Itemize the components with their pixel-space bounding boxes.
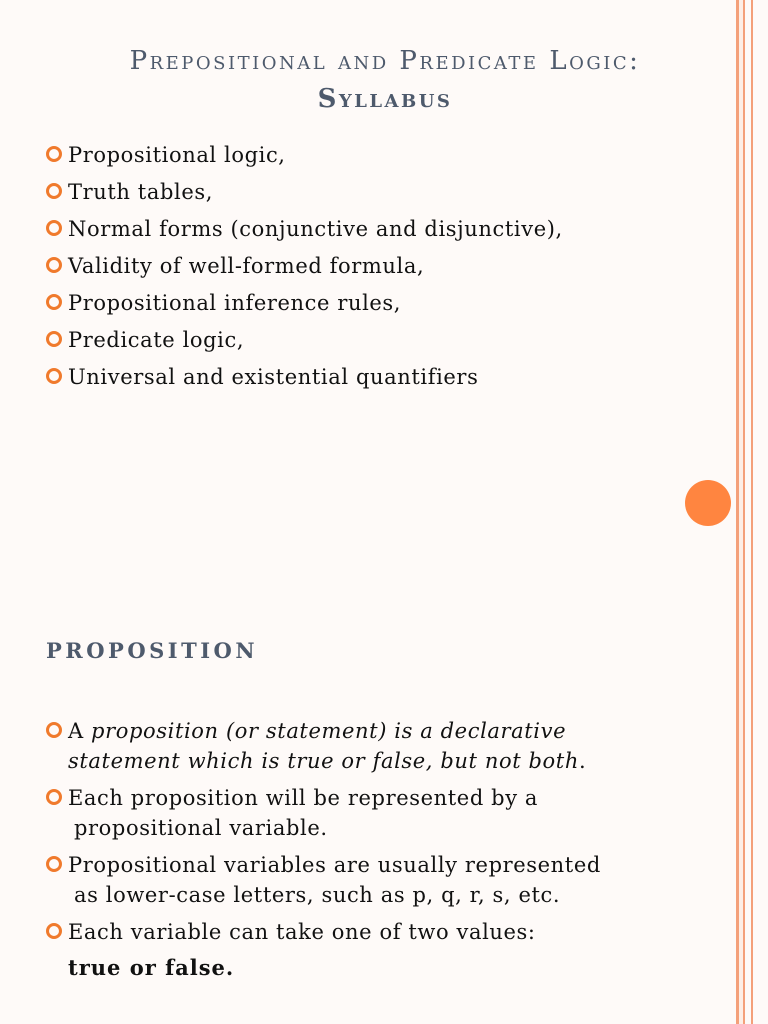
list-item: Each proposition will be represented by a propositional variable. <box>46 783 676 843</box>
proposition-title: PROPOSITION <box>46 638 259 663</box>
list-item: Normal forms (conjunctive and disjunctive), <box>46 214 706 251</box>
list-item: Universal and existential quantifiers <box>46 362 706 399</box>
list-item: Propositional logic, <box>46 140 706 177</box>
proposition-list <box>46 716 676 954</box>
list-item: Truth tables, <box>46 177 706 214</box>
bullet-ring-icon <box>46 722 62 738</box>
list-item: Validity of well-formed formula, <box>46 251 706 288</box>
list-item: Each variable can take one of two values: <box>46 917 676 947</box>
bullet-ring-icon <box>46 331 62 347</box>
bullet-ring-icon <box>46 294 62 310</box>
list-item: Propositional inference rules, <box>46 288 706 325</box>
bullet-ring-icon <box>46 368 62 384</box>
bullet-ring-icon <box>46 146 62 162</box>
list-item: A proposition (or statement) is a declarative statement which is true or false, but not both. <box>46 716 676 776</box>
syllabus-list <box>46 140 706 399</box>
bullet-ring-icon <box>46 257 62 273</box>
edge-line <box>751 0 753 1024</box>
slide1-title <box>40 42 730 118</box>
list-item: Predicate logic, <box>46 325 706 362</box>
bullet-ring-icon <box>46 789 62 805</box>
list-item: Propositional variables are usually represented as lower-case letters, such as p, q, r, s, etc. <box>46 850 676 910</box>
bullet-ring-icon <box>46 923 62 939</box>
bullet-ring-icon <box>46 220 62 236</box>
title-line-2: Syllabus <box>317 84 453 114</box>
bullet-ring-icon <box>46 856 62 872</box>
edge-line <box>736 0 739 1024</box>
true-or-false-text: true or false. <box>68 955 235 980</box>
title-line-1: Prepositional and Predicate Logic: <box>129 46 641 76</box>
orange-dot-icon <box>685 480 731 526</box>
bullet-ring-icon <box>46 183 62 199</box>
edge-line <box>743 0 745 1024</box>
